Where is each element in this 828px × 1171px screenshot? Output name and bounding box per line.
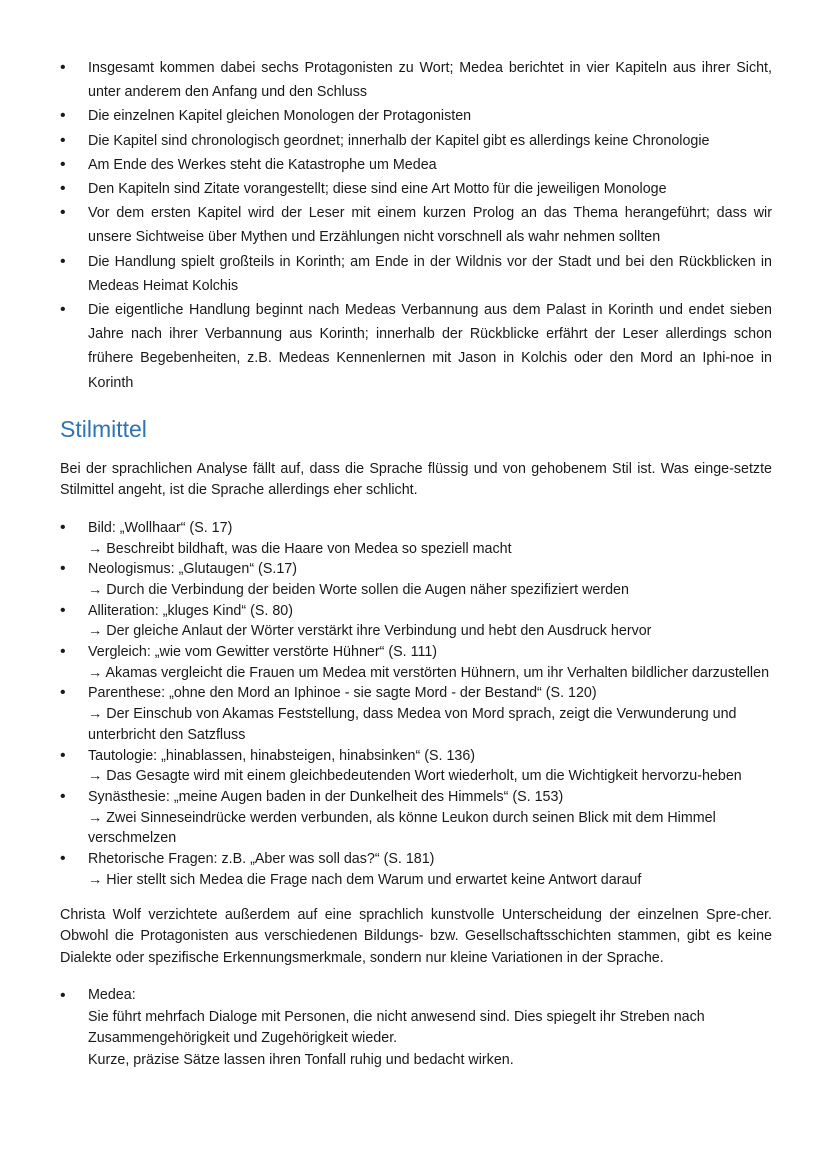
list-item	[60, 601, 772, 642]
list-item: • Die eigentliche Handlung beginnt nach Medeas Verbannung aus dem Palast in Korinth und endet sieben Jahre nach ihrer Verbannung aus Korinth; innerhalb der Rückblicke erfährt der Leser allerdings schon frühere Begebenheiten, z.B. Medeas Kennenlernen mit Jason in Kolchis oder den Mord an Iphi-noe in Korinth	[60, 298, 772, 395]
term: Alliteration: „kluges Kind“ (S. 80)	[88, 602, 294, 619]
stilmittel-list	[60, 518, 772, 891]
section-heading: Stilmittel	[60, 415, 147, 442]
term: Rhetorische Fragen: z.B. „Aber was soll das?“ (S. 181)	[88, 851, 435, 868]
term: Bild: „Wollhaar“ (S. 17)	[88, 519, 233, 536]
explanation: → Zwei Sinneseindrücke werden verbunden, als könne Leukon durch seinen Blick mit dem Himmel verschmelzen	[88, 809, 716, 847]
list-item	[60, 746, 772, 787]
term: Vergleich: „wie vom Gewitter verstörte Hühner“ (S. 111)	[88, 644, 438, 661]
list-item: • Am Ende des Werkes steht die Katastrophe um Medea	[60, 153, 772, 177]
speaker-list	[60, 985, 772, 1071]
intro-paragraph: Bei der sprachlichen Analyse fällt auf, dass die Sprache flüssig und von gehobenem Stil ist. Was einge-setzte Stilmittel angeht, ist die Sprache allerdings eher schlicht.	[60, 460, 772, 499]
explanation: → Das Gesagte wird mit einem gleichbedeutenden Wort wiederholt, um die Wichtigkeit hervorzu-heben	[88, 768, 742, 785]
explanation: → Hier stellt sich Medea die Frage nach dem Warum und erwartet keine Antwort darauf	[88, 871, 642, 888]
list-item: • Insgesamt kommen dabei sechs Protagonisten zu Wort; Medea berichtet in vier Kapiteln aus ihrer Sicht, unter anderem den Anfang und den Schluss	[60, 56, 772, 104]
list-item: • Die Kapitel sind chronologisch geordnet; innerhalb der Kapitel gibt es allerdings keine Chronologie	[60, 129, 772, 153]
list-item	[60, 559, 772, 600]
list-item	[60, 642, 772, 683]
term: Parenthese: „ohne den Mord an Iphinoe - sie sagte Mord - der Bestand“ (S. 120)	[88, 685, 597, 702]
list-item	[60, 518, 772, 559]
document-page	[60, 56, 772, 1071]
speaker-description: Kurze, präzise Sätze lassen ihren Tonfall ruhig und bedacht wirken.	[88, 1051, 514, 1068]
speaker-paragraph: Christa Wolf verzichtete außerdem auf eine sprachlich kunstvolle Unterscheidung der einzelnen Spre-cher. Obwohl die Protagonisten aus verschiedenen Bildungs- bzw. Gesellschaftsschichten stammen, gibt es keine Dialekte oder spezifische Erkennungsmerkmale, sondern nur kleine Variationen in der Sprache.	[60, 906, 772, 966]
explanation: → Akamas vergleicht die Frauen um Medea mit verstörten Hühnern, um ihr Verhalten bildlicher darzustellen	[88, 664, 770, 681]
list-item	[60, 849, 772, 890]
list-item: • Den Kapiteln sind Zitate vorangestellt; diese sind eine Art Motto für die jeweiligen Monologe	[60, 177, 772, 201]
list-item: • Die Handlung spielt großteils in Korinth; am Ende in der Wildnis vor der Stadt und bei den Rückblicken in Medeas Heimat Kolchis	[60, 250, 772, 298]
explanation: → Der gleiche Anlaut der Wörter verstärkt ihre Verbindung und hebt den Ausdruck hervor	[88, 623, 652, 640]
list-item-medea	[60, 985, 772, 1071]
explanation: → Durch die Verbindung der beiden Worte sollen die Augen näher spezifiziert werden	[88, 581, 629, 598]
term: Tautologie: „hinablassen, hinabsteigen, hinabsinken“ (S. 136)	[88, 747, 476, 764]
structure-bullet-list	[60, 56, 772, 395]
speaker-name: • Medea:	[88, 987, 136, 1003]
explanation: → Der Einschub von Akamas Feststellung, dass Medea von Mord sprach, zeigt die Verwunderung und unterbricht den Satzfluss	[88, 706, 737, 743]
list-item: • Vor dem ersten Kapitel wird der Leser mit einem kurzen Prolog an das Thema herangeführt; dass wir unsere Sichtweise über Mythen und Erzählungen nicht vorschnell als wahr nehmen sollten	[60, 201, 772, 249]
explanation: → Beschreibt bildhaft, was die Haare von Medea so speziell macht	[88, 540, 512, 557]
term: Synästhesie: „meine Augen baden in der Dunkelheit des Himmels“ (S. 153)	[88, 788, 564, 805]
list-item: • Die einzelnen Kapitel gleichen Monologen der Protagonisten	[60, 104, 772, 128]
term: Neologismus: „Glutaugen“ (S.17)	[88, 561, 297, 578]
speaker-description: Sie führt mehrfach Dialoge mit Personen, die nicht anwesend sind. Dies spiegelt ihr Streben nach Zusammengehörigkeit und Zugehörigkeit wieder.	[88, 1008, 705, 1046]
list-item	[60, 683, 772, 745]
list-item	[60, 787, 772, 849]
